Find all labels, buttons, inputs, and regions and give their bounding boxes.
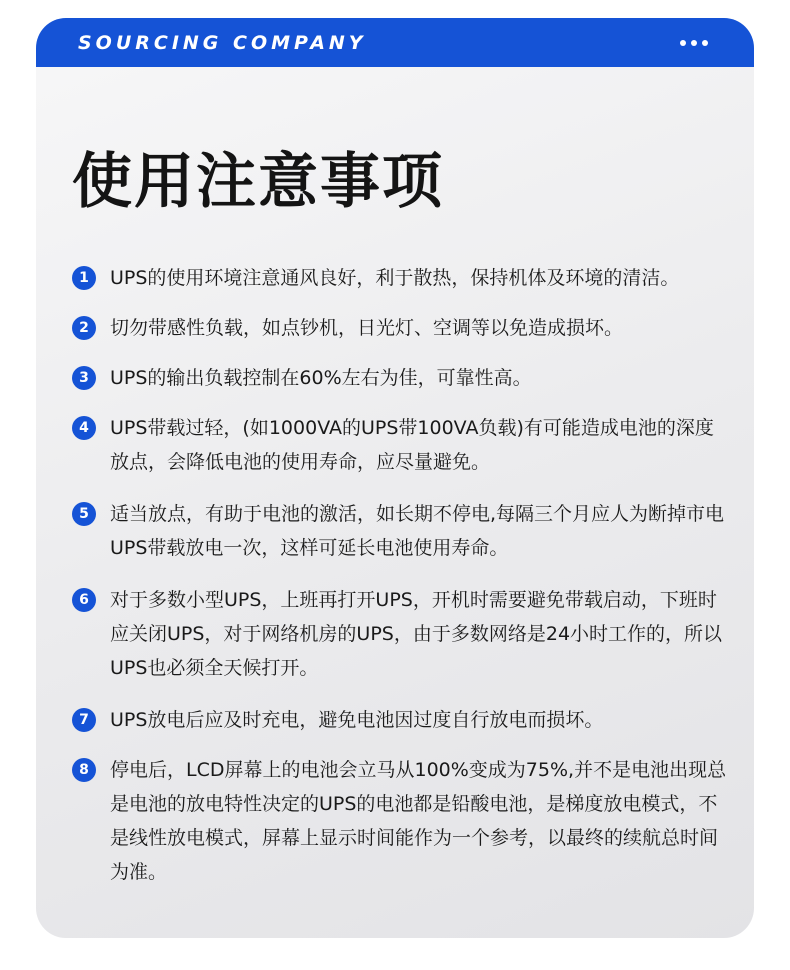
list-item bbox=[72, 364, 732, 414]
list-item bbox=[72, 314, 732, 364]
item-text: UPS放电后应及时充电，避免电池因过度自行放电而损坏。 bbox=[110, 709, 604, 731]
page-title: 使用注意事项 bbox=[72, 147, 444, 217]
item-text: UPS的使用环境注意通风良好，利于散热，保持机体及环境的清洁。 bbox=[110, 267, 680, 289]
item-text: 切勿带感性负载，如点钞机，日光灯、空调等以免造成损坏。 bbox=[110, 317, 624, 339]
item-number-badge: 3 bbox=[72, 366, 96, 390]
item-text: 对于多数小型UPS，上班再打开UPS，开机时需要避免带载启动，下班时应关闭UPS，对于网络机房的UPS，由于多数网络是24小时工作的，所以UPS也必须全天候打开。 bbox=[110, 589, 723, 679]
item-number-badge: 1 bbox=[72, 266, 96, 290]
item-number-badge: 2 bbox=[72, 316, 96, 340]
brand-name: SOURCING COMPANY bbox=[78, 31, 367, 54]
notice-card bbox=[36, 18, 754, 938]
item-number-badge: 6 bbox=[72, 588, 96, 612]
list-item bbox=[72, 500, 732, 586]
header-bar bbox=[36, 18, 754, 67]
list-item bbox=[72, 264, 732, 314]
list-item bbox=[72, 756, 732, 889]
item-text: 停电后，LCD屏幕上的电池会立马从100%变成为75%,并不是电池出现总是电池的放电特性决定的UPS的电池都是铅酸电池，是梯度放电模式，不是线性放电模式，屏幕上显示时间能作为一个参考，以最终的续航总时间为准。 bbox=[110, 759, 727, 883]
item-text: UPS的输出负载控制在60%左右为佳，可靠性高。 bbox=[110, 367, 532, 389]
list-item bbox=[72, 414, 732, 500]
list-item bbox=[72, 586, 732, 706]
list-item bbox=[72, 706, 732, 756]
item-number-badge: 7 bbox=[72, 708, 96, 732]
item-number-badge: 8 bbox=[72, 758, 96, 782]
item-number-badge: 5 bbox=[72, 502, 96, 526]
more-dots-icon[interactable] bbox=[680, 40, 708, 46]
item-text: 适当放点，有助于电池的激活，如长期不停电,每隔三个月应人为断掉市电UPS带载放电一次，这样可延长电池使用寿命。 bbox=[110, 503, 725, 559]
notice-list bbox=[72, 264, 732, 889]
item-text: UPS带载过轻，(如1000VA的UPS带100VA负载)有可能造成电池的深度放点，会降低电池的使用寿命，应尽量避免。 bbox=[110, 417, 714, 473]
item-number-badge: 4 bbox=[72, 416, 96, 440]
